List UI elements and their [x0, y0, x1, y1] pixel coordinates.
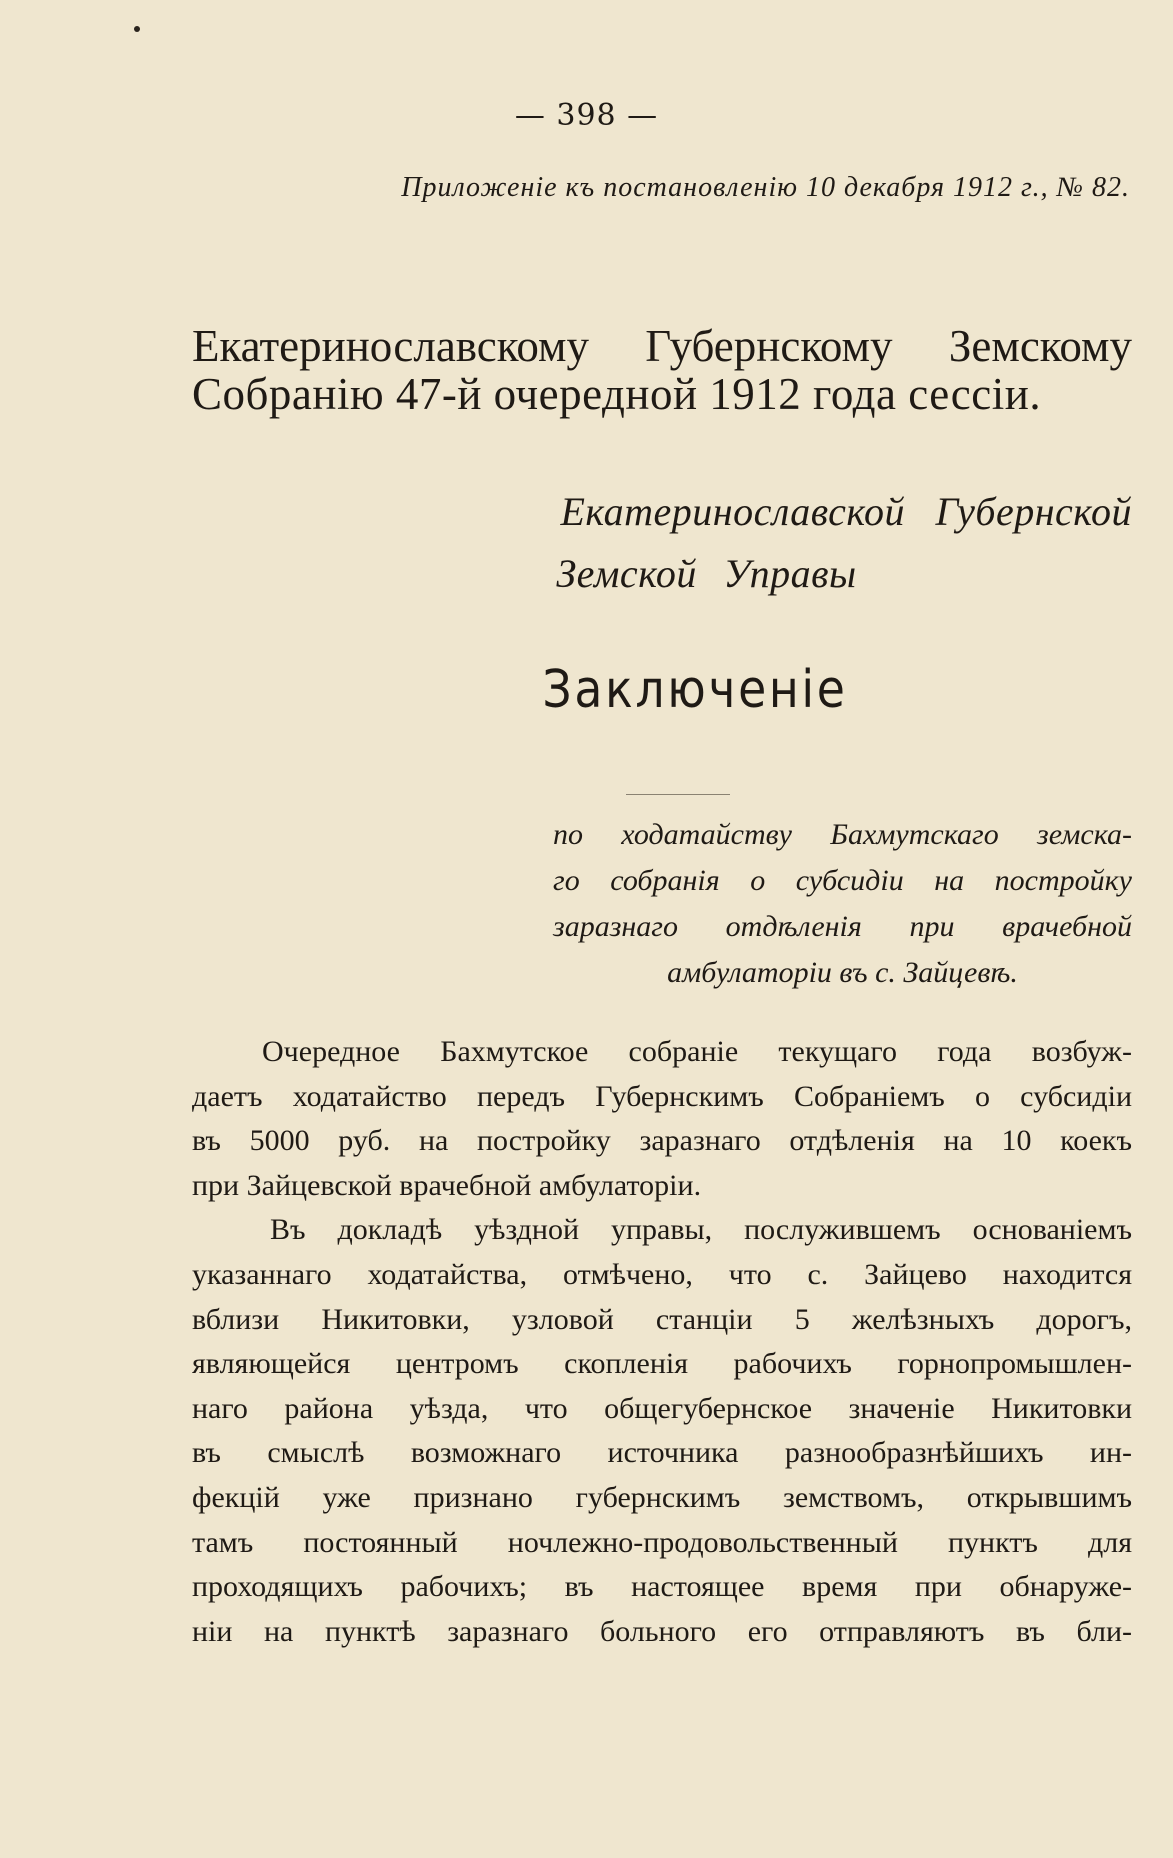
- administration-line-1: Екатеринославской Губернской: [560, 489, 1132, 534]
- paragraph-2-line: Въ докладѣ уѣздной управы, послужившемъ основанiемъ: [270, 1213, 1132, 1247]
- paragraph-2-line: фекцiй уже признано губернскимъ земствомъ, открывшимъ: [192, 1480, 1132, 1514]
- paragraph-1-line: въ 5000 руб. на постройку заразнаго отдѣленiя на 10 коекъ: [192, 1124, 1132, 1158]
- paragraph-1-line: даетъ ходатайство передъ Губернскимъ Собранiемъ о субсидiи: [192, 1079, 1132, 1113]
- body-text: [192, 1030, 1132, 1654]
- paragraph-2-line: въ смыслѣ возможнаго источника разнообразнѣйшихъ ин-: [192, 1436, 1132, 1470]
- paragraph-2-line: указаннаго ходатайства, отмѣчено, что с. Зайцево находится: [192, 1257, 1132, 1291]
- subject-line: го собранiя о субсидiи на постройку: [553, 864, 1132, 897]
- paragraph-2-line: проходящихъ рабочихъ; въ настоящее время при обнаруже-: [192, 1570, 1132, 1604]
- paragraph-2-line: нiи на пунктѣ заразнаго больного его отправляютъ въ бли-: [192, 1614, 1132, 1648]
- appendix-note: Приложенiе къ постановленiю 10 декабря 1912 г., № 82.: [401, 172, 1130, 203]
- title-line-1: Екатеринославскому Губернскому Земскому: [192, 321, 1132, 371]
- paragraph-2-line: вблизи Никитовки, узловой станцiи 5 желѣзныхъ дорогъ,: [192, 1302, 1132, 1336]
- administration-line-2: Земской Управы: [556, 551, 857, 596]
- page-number: — 398 —: [514, 98, 659, 133]
- paragraph-2-line: тамъ постоянный ночлежно-продовольственный пунктъ для: [192, 1525, 1132, 1559]
- divider-rule: [626, 794, 730, 795]
- subject-block: [553, 812, 1132, 996]
- paragraph-1-line: при Зайцевской врачебной амбулаторiи.: [192, 1168, 702, 1202]
- subject-line: заразнаго отдѣленiя при врачебной: [553, 910, 1132, 943]
- paragraph-2-line: являющейся центромъ скопленiя рабочихъ горнопромышлен-: [192, 1347, 1132, 1381]
- paragraph-1-line: Очередное Бахмутское собранiе текущаго года возбуж-: [262, 1035, 1132, 1068]
- paragraph-2-line: наго района уѣзда, что общегубернское значенiе Никитовки: [192, 1391, 1132, 1425]
- ink-dot: [134, 26, 140, 32]
- title-line-2: Собранiю 47-й очередной 1912 года сессiи.: [192, 369, 1042, 419]
- subject-line: по ходатайству Бахмутскаго земска-: [553, 818, 1132, 851]
- conclusion-heading: Заключенiе: [542, 660, 848, 720]
- subject-line: амбулаторiи въ с. Зайцевѣ.: [667, 956, 1018, 989]
